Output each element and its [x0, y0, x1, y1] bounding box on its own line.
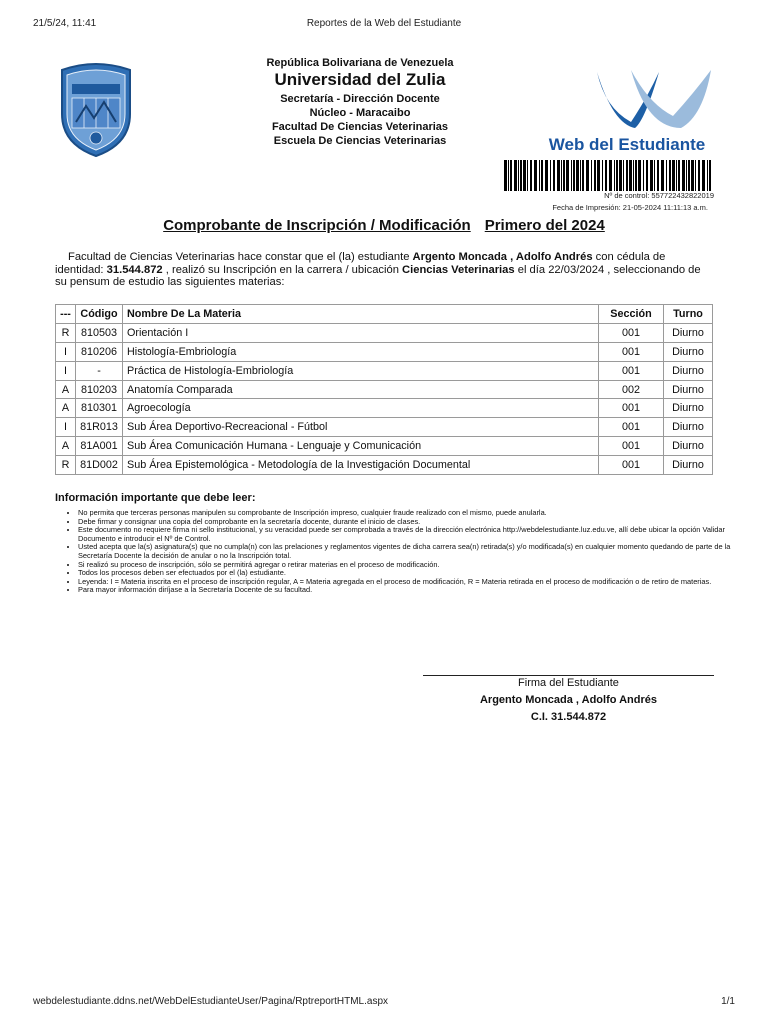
info-title: Información importante que debe leer: — [55, 492, 256, 504]
cell-section: 001 — [599, 456, 664, 475]
print-page-count: 1/1 — [721, 996, 735, 1007]
info-item: • Leyenda: I = Materia inscrita en el proceso de inscripción regular, A = Materia agregada en el proceso de modificación, R = Materia retirada en el proceso de modificación o de retiro de materias. — [78, 578, 733, 587]
cell-subject: Histología-Embriología — [123, 342, 599, 361]
cell-code: 810503 — [76, 323, 123, 342]
statement-part-4: el día 22/03/2024 , seleccionando de su pensum de estudio las siguientes materias: — [55, 263, 701, 288]
print-datetime: 21/5/24, 11:41 — [33, 18, 97, 29]
cell-code: 810301 — [76, 399, 123, 418]
info-list — [62, 509, 733, 595]
print-date: Fecha de Impresión: 21-05-2024 11:11:13 a.m. — [552, 203, 708, 212]
table-row — [56, 342, 713, 361]
cell-shift: Diurno — [664, 456, 713, 475]
table-row — [56, 418, 713, 437]
cell-code: 810206 — [76, 342, 123, 361]
statement-paragraph — [55, 251, 713, 289]
print-footer — [33, 996, 735, 1010]
cell-subject: Orientación I — [123, 323, 599, 342]
cell-code: 81R013 — [76, 418, 123, 437]
faculty-line: Facultad De Ciencias Veterinarias — [271, 121, 449, 133]
logo-text: Web del Estudiante — [548, 135, 706, 154]
table-row — [56, 361, 713, 380]
cell-status: R — [56, 456, 76, 475]
university-seal-logo — [56, 62, 136, 158]
cell-status: A — [56, 399, 76, 418]
table-header-row — [56, 305, 713, 324]
print-url: webdelestudiante.ddns.net/WebDelEstudianteUser/Pagina/RptreportHTML.aspx — [33, 996, 389, 1007]
statement-part-2: con cédula de identidad: — [55, 251, 666, 276]
cell-section: 001 — [599, 399, 664, 418]
col-code: Código — [76, 305, 123, 324]
cell-status: A — [56, 380, 76, 399]
cell-section: 001 — [599, 323, 664, 342]
country-line: República Bolivariana de Venezuela — [266, 57, 454, 69]
barcode — [502, 160, 714, 191]
cell-code: 81D002 — [76, 456, 123, 475]
info-item: • Todos los procesos deben ser efectuados por el (la) estudiante. — [78, 569, 733, 578]
cell-shift: Diurno — [664, 323, 713, 342]
cell-section: 001 — [599, 418, 664, 437]
nucleo-line: Núcleo - Maracaibo — [309, 107, 411, 119]
signature-ci: C.I. 31.544.872 — [530, 711, 607, 723]
university-name: Universidad del Zulia — [274, 70, 446, 89]
cell-code: 81A001 — [76, 437, 123, 456]
print-header — [33, 18, 735, 32]
cell-subject: Práctica de Histología-Embriología — [123, 361, 599, 380]
signature-block — [423, 675, 714, 726]
cell-code: 810203 — [76, 380, 123, 399]
student-ci: 31.544.872 — [106, 263, 163, 276]
cell-subject: Sub Área Epistemológica - Metodología de la Investigación Documental — [123, 456, 599, 475]
cell-shift: Diurno — [664, 418, 713, 437]
subjects-table — [55, 304, 713, 475]
cell-status: R — [56, 323, 76, 342]
info-item: • No permita que terceras personas manipulen su comprobante de Inscripción impreso, cualquier fraude realizado con el mismo, puede anularla. — [78, 509, 733, 518]
print-page-title: Reportes de la Web del Estudiante — [306, 18, 462, 29]
cell-status: I — [56, 418, 76, 437]
career-name: Ciencias Veterinarias — [402, 263, 515, 276]
cell-shift: Diurno — [664, 437, 713, 456]
period-text: Primero del 2024 — [484, 217, 605, 234]
cell-section: 001 — [599, 342, 664, 361]
document-title — [55, 217, 713, 234]
student-name: Argento Moncada , Adolfo Andrés — [412, 251, 593, 263]
cell-section: 001 — [599, 437, 664, 456]
cell-status: I — [56, 361, 76, 380]
cell-subject: Agroecología — [123, 399, 599, 418]
cell-subject: Sub Área Deportivo-Recreacional - Fútbol — [123, 418, 599, 437]
info-item: • Si realizó su proceso de inscripción, sólo se permitirá agregar o retirar materias en el proceso de modificación. — [78, 561, 733, 570]
signature-label: Firma del Estudiante — [518, 677, 619, 689]
cell-subject: Anatomía Comparada — [123, 380, 599, 399]
table-row — [56, 380, 713, 399]
cell-shift: Diurno — [664, 399, 713, 418]
control-number: Nº de control: 557722432822019 — [604, 191, 714, 200]
cell-shift: Diurno — [664, 380, 713, 399]
table-row — [56, 456, 713, 475]
secretaria-line: Secretaría - Dirección Docente — [280, 93, 440, 105]
web-del-estudiante-logo — [535, 64, 720, 156]
signature-name: Argento Moncada , Adolfo Andrés — [479, 694, 658, 706]
cell-subject: Sub Área Comunicación Humana - Lenguaje y Comunicación — [123, 437, 599, 456]
info-item: • Para mayor información diríjase a la Secretaría Docente de su facultad. — [78, 586, 733, 595]
cell-code: - — [76, 361, 123, 380]
col-section: Sección — [599, 305, 664, 324]
col-status: --- — [56, 305, 76, 324]
col-subject: Nombre De La Materia — [123, 305, 599, 324]
info-item: • Debe firmar y consignar una copia del comprobante en la secretaría docente, durante el inicio de clases. — [78, 518, 733, 527]
cell-shift: Diurno — [664, 342, 713, 361]
col-shift: Turno — [664, 305, 713, 324]
school-line: Escuela De Ciencias Veterinarias — [273, 135, 447, 147]
institution-heading — [200, 57, 520, 148]
info-item: • Este documento no requiere firma ni sello institucional, y su veracidad puede ser comprobada a través de la dirección electrónica http://webdelestudiante.luz.edu.ve, allí debe ubicar la opción Validar Documento e introducir el Nº de Control. — [78, 526, 733, 543]
cell-shift: Diurno — [664, 361, 713, 380]
cell-section: 002 — [599, 380, 664, 399]
title-text: Comprobante de Inscripción / Modificación — [163, 217, 471, 234]
table-row — [56, 437, 713, 456]
info-item: • Usted acepta que la(s) asignatura(s) que no cumpla(n) con las prelaciones y reglamentos vigentes de dicha carrera sea(n) retirada(s) y/o modificada(s) en cualquier momento quedando de parte de la Secretaría Docente la decisión de anular o no la Inscripción total. — [78, 543, 733, 560]
cell-section: 001 — [599, 361, 664, 380]
cell-status: I — [56, 342, 76, 361]
statement-part-3: , realizó su Inscripción en la carrera / ubicación — [162, 263, 403, 276]
table-row — [56, 323, 713, 342]
cell-status: A — [56, 437, 76, 456]
statement-part-1: Facultad de Ciencias Veterinarias hace constar que el (la) estudiante — [68, 251, 413, 263]
table-row — [56, 399, 713, 418]
